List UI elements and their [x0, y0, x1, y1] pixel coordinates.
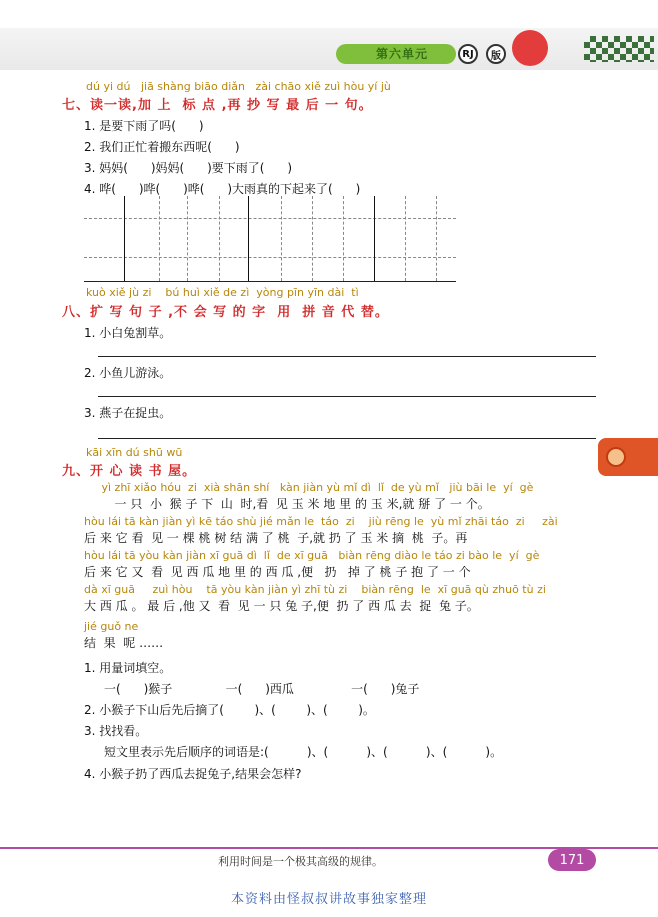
sec7-item-4: 4. 哗( )哗( )哗( )大雨真的下起来了( ) [84, 182, 361, 196]
story-line-2: 后 来 它 看 见 一 棵 桃 树 结 满 了 桃 子,就 扔 了 玉 米 摘 桃 子。再 [84, 531, 468, 545]
sec8-item-3: 3. 燕子在捉虫。 [84, 406, 172, 420]
question-3: 3. 找找看。 [84, 724, 148, 738]
story-pinyin-4: dà xī guā zuì hòu tā yòu kàn jiàn yì zhī tù zi biàn rēng le xī guā qù zhuō tù zi [84, 583, 546, 596]
sec7-item-2: 2. 我们正忙着搬东西呢( ) [84, 140, 240, 154]
story-line-3: 后 来 它 又 看 见 西 瓜 地 里 的 西 瓜 ,便 扔 掉 了 桃 子 抱 了 一 个 [84, 565, 471, 579]
sec7-item-1: 1. 是要下雨了吗( ) [84, 119, 204, 133]
footer-quote: 利用时间是一个极其高级的规律。 [218, 855, 383, 868]
ban-badge: 版 [486, 44, 506, 64]
sec8-item-2: 2. 小鱼儿游泳。 [84, 366, 172, 380]
checker-decoration [584, 36, 654, 62]
answer-line-2[interactable] [98, 396, 596, 397]
story-pinyin-1: yì zhī xiǎo hóu zi xià shān shí kàn jiàn yù mǐ dì lǐ de yù mǐ jiù bāi le yí gè [84, 481, 534, 494]
sec8-pinyin: kuò xiě jù zi bú huì xiě de zì yòng pīn yīn dài tì [86, 286, 359, 299]
story-pinyin-3: hòu lái tā yòu kàn jiàn xī guā dì lǐ de xī guā biàn rēng diào le táo zi bào le yí gè [84, 549, 540, 562]
footer-note: 本资料由怪叔叔讲故事独家整理 [230, 892, 427, 907]
sec9-title: 九、开 心 读 书 屋。 [62, 464, 197, 479]
page-number: 171 [548, 849, 596, 871]
question-1: 1. 用量词填空。 [84, 661, 172, 675]
question-2: 2. 小猴子下山后先后摘了( )、( )、( )。 [84, 703, 375, 717]
fox-icon [606, 447, 626, 467]
sec8-title: 八、扩 写 句 子 ,不 会 写 的 字 用 拼 音 代 替。 [62, 305, 389, 320]
question-3-blanks: 短文里表示先后顺序的词语是:( )、( )、( )、( )。 [104, 745, 503, 759]
story-pinyin-2: hòu lái tā kàn jiàn yì kē táo shù jié mǎn le táo zi jiù rēng le yù mǐ zhāi táo zi zài [84, 515, 558, 528]
answer-line-3[interactable] [98, 438, 596, 439]
ending-text: 结 果 呢 …… [84, 636, 164, 650]
rj-badge: RJ [458, 44, 478, 64]
sec9-pinyin: kāi xīn dú shū wū [86, 446, 183, 459]
question-1-blanks: 一( )猴子 一( )西瓜 一( )兔子 [104, 682, 420, 696]
story-line-4: 大 西 瓜 。 最 后 ,他 又 看 见 一 只 兔 子,便 扔 了 西 瓜 去 捉 兔 子。 [84, 599, 479, 613]
story-line-1: 一 只 小 猴 子 下 山 时,看 见 玉 米 地 里 的 玉 米,就 掰 了 一 个。 [84, 497, 490, 511]
sec7-title: 七、读一读,加 上 标 点 ,再 抄 写 最 后 一 句。 [62, 98, 373, 113]
sec7-pinyin: dú yi dú jiā shàng biāo diǎn zài chāo xiě zuì hòu yí jù [86, 80, 391, 93]
mascot-icon [512, 30, 548, 66]
question-4: 4. 小猴子扔了西瓜去捉兔子,结果会怎样? [84, 767, 302, 781]
sec8-item-1: 1. 小白兔割草。 [84, 326, 172, 340]
header-band [0, 28, 658, 70]
answer-line-1[interactable] [98, 356, 596, 357]
sec7-item-3: 3. 妈妈( )妈妈( )要下雨了( ) [84, 161, 293, 175]
ending-pinyin: jié guǒ ne [84, 620, 139, 633]
unit-title: 第六单元 [376, 47, 429, 61]
